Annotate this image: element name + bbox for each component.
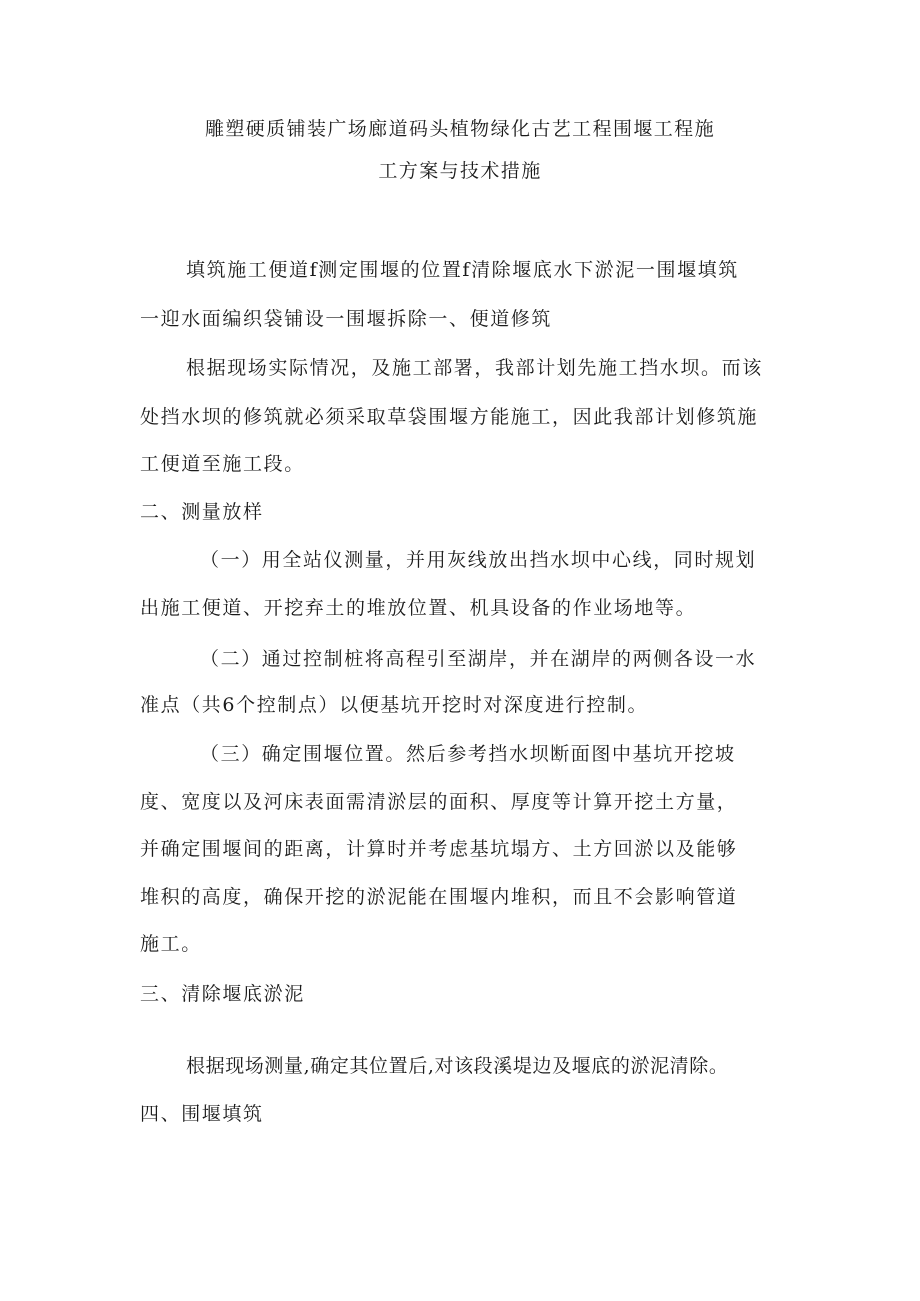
paragraph-1-line-2: 处挡水坝的修筑就必须采取草袋围堰方能施工，因此我部计划修筑施 <box>140 406 759 428</box>
paragraph-1-line-1: 根据现场实际情况，及施工部署，我部计划先施工挡水坝。而该 <box>186 357 763 379</box>
item-1-line-2: 出施工便道、开挖弃土的堆放位置、机具设备的作业场地等。 <box>140 597 697 619</box>
paragraph-3-line-1: 根据现场测量,确定其位置后,对该段溪堤边及堰底的淤泥清除。 <box>186 1055 729 1077</box>
item-2-line-2: 准点（共6个控制点）以便基坑开挖时对深度进行控制。 <box>140 694 649 716</box>
item-3-line-1: （三）确定围堰位置。然后参考挡水坝断面图中基坑开挖坡 <box>200 743 736 765</box>
document-title-line-1: 雕塑硬质铺装广场廊道码头植物绿化古艺工程围堰工程施 <box>204 118 715 140</box>
section-heading-3: 三、清除堰底淤泥 <box>140 983 305 1005</box>
flow-line-2: 一迎水面编织袋铺设一围堰拆除一、便道修筑 <box>140 308 553 330</box>
paragraph-1-line-3: 工便道至施工段。 <box>140 453 305 475</box>
section-heading-2: 二、测量放样 <box>140 501 264 523</box>
document-title-line-2: 工方案与技术措施 <box>378 160 542 182</box>
item-3-line-2: 度、宽度以及河床表面需清淤层的面积、厚度等计算开挖土方量， <box>140 791 738 813</box>
item-2-line-1: （二）通过控制桩将高程引至湖岸，并在湖岸的两侧各设一水 <box>200 648 757 670</box>
section-heading-4: 四、围堰填筑 <box>140 1103 264 1125</box>
item-1-line-1: （一）用全站仪测量，并用灰线放出挡水坝中心线，同时规划 <box>200 549 757 571</box>
item-3-line-4: 堆积的高度，确保开挖的淤泥能在围堰内堆积，而且不会影响管道 <box>140 886 738 908</box>
item-3-line-3: 并确定围堰间的距离，计算时并考虑基坑塌方、土方回淤以及能够 <box>140 838 738 860</box>
item-3-line-5: 施工。 <box>140 933 202 955</box>
flow-line-1: 填筑施工便道f测定围堰的位置f清除堰底水下淤泥一围堰填筑 <box>186 259 739 281</box>
